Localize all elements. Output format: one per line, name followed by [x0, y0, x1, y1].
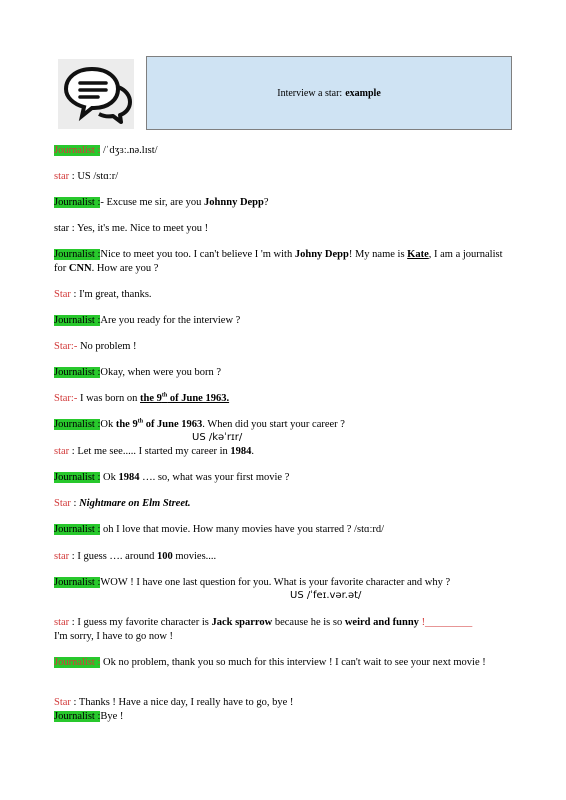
speaker-label: Star — [54, 697, 71, 708]
speaker-label: Journalist : — [54, 524, 101, 535]
dialogue-line: Journalist :Ok the 9th of June 1963. When did you start your career ? — [54, 418, 345, 430]
title-bold: example — [345, 87, 381, 99]
dialogue-line: Journalist :Are you ready for the interview ? — [54, 315, 241, 326]
speaker-label: Journalist : — [54, 145, 101, 156]
dialogue-line: Star : I'm great, thanks. — [54, 289, 152, 300]
dialogue-line: Journalist :- Excuse me sir, are you Johnny Depp? — [54, 197, 269, 208]
speaker-label: Journalist : — [54, 657, 101, 668]
speaker-label: star — [54, 551, 70, 562]
speaker-label: Journalist : — [54, 419, 101, 430]
speaker-label: Star:- — [54, 393, 78, 404]
title-prefix: Interview a star: — [277, 87, 343, 99]
speaker-label: Journalist : — [54, 197, 101, 208]
dialogue-line: Journalist :Okay, when were you born ? — [54, 367, 221, 378]
speaker-label: Star — [54, 498, 71, 509]
dialogue-line: star : I guess …. around 100 movies.... — [54, 551, 217, 562]
speaker-label: Journalist : — [54, 472, 101, 483]
speaker-label: Star:- — [54, 341, 78, 352]
pronunciation-note: US /ˈfeɪ.vər.ət/ — [290, 590, 362, 601]
dialogue-line: Star : Thanks ! Have a nice day, I really have to go, bye ! — [54, 697, 294, 708]
dialogue-line: Journalist :Bye ! — [54, 711, 124, 722]
dialogue-line: Journalist :Nice to meet you too. I can't believe I 'm with Johny Depp! My name is Kate, I am a journalist for CNN. How are you ? — [54, 249, 503, 274]
speaker-label: Journalist : — [54, 577, 101, 588]
speaker-label: Journalist : — [54, 367, 101, 378]
speaker-label: star — [54, 617, 70, 628]
pronunciation-note: US /kəˈrɪr/ — [192, 432, 243, 443]
dialogue-line: Journalist : Ok 1984 …. so, what was your first movie ? — [54, 472, 290, 483]
speaker-label: Journalist : — [54, 315, 101, 326]
speaker-label: Journalist : — [54, 711, 101, 722]
dialogue-line: star : Let me see..... I started my career in 1984. — [54, 446, 255, 457]
chat-bubbles-icon — [58, 59, 134, 129]
dialogue-line: Journalist :WOW ! I have one last question for you. What is your favorite character and why ? — [54, 577, 451, 588]
speaker-label: star — [54, 446, 70, 457]
dialogue-line: Star:- No problem ! — [54, 341, 137, 352]
speaker-label: Journalist : — [54, 249, 101, 260]
dialogue-line: star : I guess my favorite character is Jack sparrow because he is so weird and funny !_________ I'm sorry, I have to go now ! — [54, 617, 473, 642]
speaker-label: Star — [54, 289, 71, 300]
dialogue-line: Journalist : /ˈdʒɜː.nə.lɪst/ — [54, 145, 158, 156]
speaker-label: star — [54, 223, 70, 234]
dialogue-line: star : US /stɑːr/ — [54, 171, 119, 182]
dialogue-line: star : Yes, it's me. Nice to meet you ! — [54, 223, 209, 234]
dialogue-line: Star:- I was born on the 9th of June 1963. — [54, 392, 230, 404]
speaker-label: star — [54, 171, 70, 182]
dialogue-line: Star : Nightmare on Elm Street. — [54, 498, 191, 509]
dialogue-line: Journalist : oh I love that movie. How many movies have you starred ? /stɑːrd/ — [54, 524, 385, 535]
dialogue-line: Journalist : Ok no problem, thank you so much for this interview ! I can't wait to see your next movie ! — [54, 657, 486, 668]
page-title — [146, 56, 512, 130]
